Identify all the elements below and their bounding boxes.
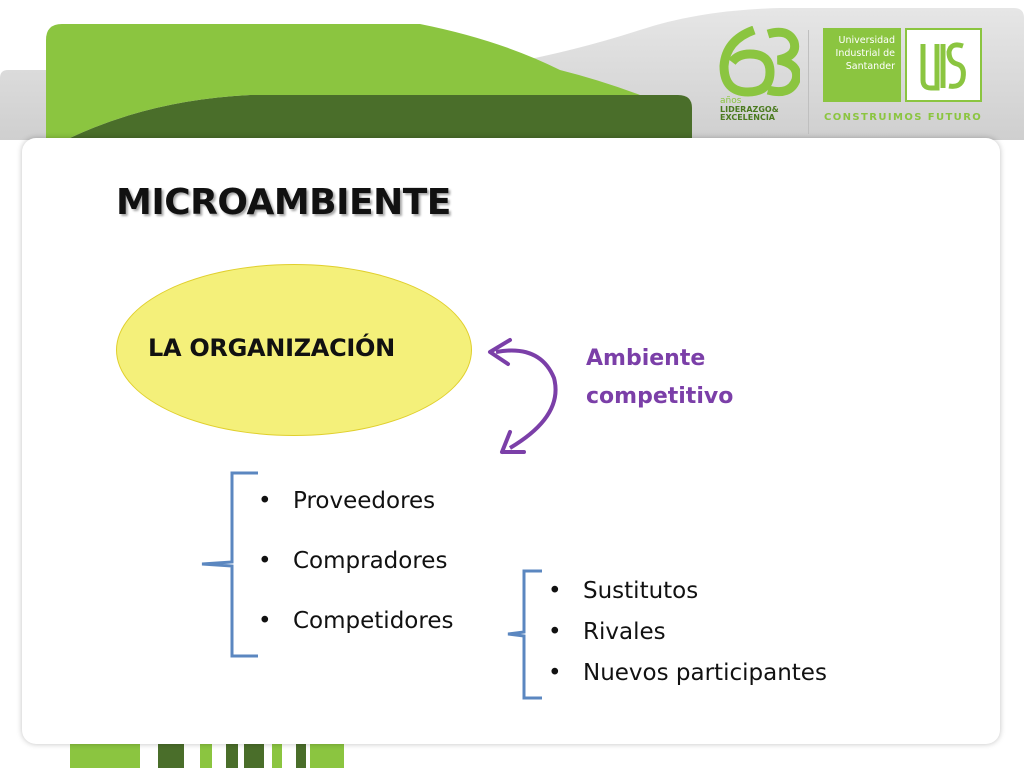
list-item: • Nuevos participantes <box>546 658 827 699</box>
left-brace-icon-primary <box>200 470 262 660</box>
list-item: • Sustitutos <box>546 576 827 617</box>
uis-logo <box>905 28 982 102</box>
left-brace-icon-secondary <box>506 568 546 702</box>
university-line-3: Santander <box>845 61 895 72</box>
anniversary-anos-text: años <box>720 96 742 106</box>
anniversary-tagline: LIDERAZGO& EXCELENCIA <box>720 105 779 122</box>
organization-label: LA ORGANIZACIÓN <box>148 334 395 362</box>
anniversary-63-logo <box>718 26 800 98</box>
header-divider <box>808 30 809 134</box>
university-line-1: Universidad <box>838 35 895 46</box>
ambiente-line-1: Ambiente <box>586 346 706 371</box>
ambiente-competitivo-label <box>586 340 733 416</box>
curved-double-arrow-icon <box>480 336 580 466</box>
slogan: CONSTRUIMOS FUTURO <box>824 112 983 123</box>
slide-title: MICROAMBIENTE <box>116 182 451 223</box>
secondary-list <box>546 576 827 699</box>
list-item: • Proveedores <box>256 484 453 544</box>
list-item: • Compradores <box>256 544 453 604</box>
list-item: • Competidores <box>256 604 453 664</box>
uis-logo-icon <box>907 30 980 100</box>
university-line-2: Industrial de <box>835 48 895 59</box>
primary-list <box>256 484 453 664</box>
university-name-box <box>823 28 901 102</box>
list-item: • Rivales <box>546 617 827 658</box>
ambiente-line-2: competitivo <box>586 384 734 409</box>
